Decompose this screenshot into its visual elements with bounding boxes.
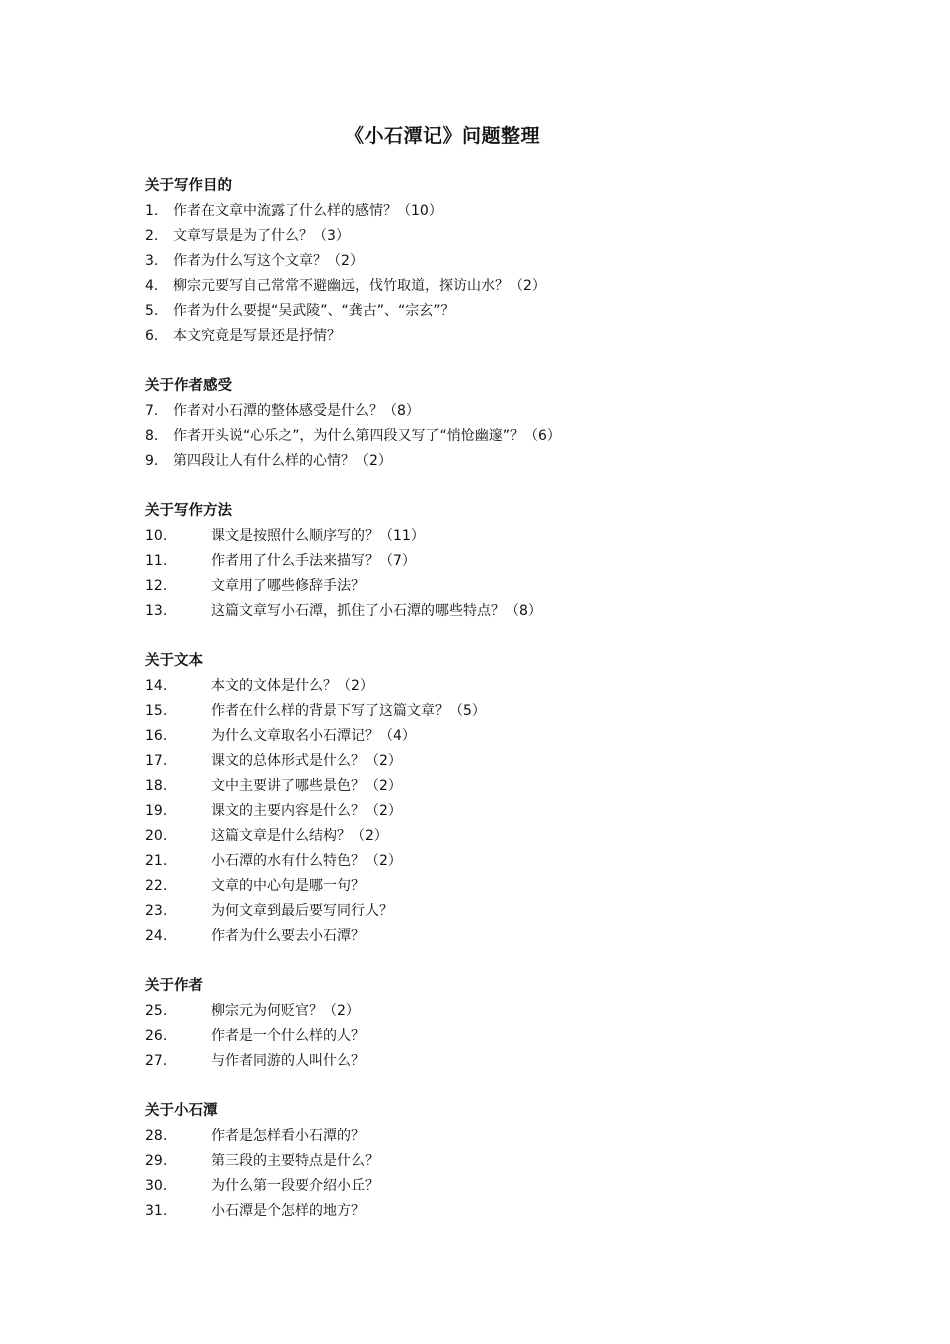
- question-sections: [145, 174, 865, 1249]
- question-item: [145, 299, 865, 324]
- question-text: 小石潭的水有什么特色？（2）: [211, 853, 402, 869]
- question-number: 27.: [145, 1053, 168, 1069]
- question-item: [145, 324, 865, 349]
- question-item: [145, 849, 865, 874]
- section-heading: 关于小石潭: [145, 1103, 218, 1119]
- question-number: 25.: [145, 1003, 168, 1019]
- question-item: [145, 424, 865, 449]
- question-item: [145, 924, 865, 949]
- question-number: 28.: [145, 1128, 168, 1144]
- section-heading: 关于写作目的: [145, 178, 232, 194]
- question-text: 为何文章到最后要写同行人？: [211, 903, 393, 919]
- question-item: [145, 724, 865, 749]
- question-text: 课文的主要内容是什么？（2）: [211, 803, 402, 819]
- question-text: 作者开头说“心乐之”，为什么第四段又写了“悄怆幽邃”？（6）: [173, 428, 561, 444]
- question-item: [145, 1149, 865, 1174]
- question-text: 本文的文体是什么？（2）: [211, 678, 374, 694]
- question-number: 15.: [145, 703, 168, 719]
- question-number: 20.: [145, 828, 168, 844]
- question-text: 文章的中心句是哪一句？: [211, 878, 365, 894]
- question-number: 4.: [145, 278, 159, 294]
- question-number: 5.: [145, 303, 159, 319]
- question-item: [145, 799, 865, 824]
- question-text: 作者是怎样看小石潭的？: [211, 1128, 365, 1144]
- question-item: [145, 399, 865, 424]
- document-title: 《小石潭记》问题整理: [344, 125, 540, 147]
- question-text: 作者为什么写这个文章？（2）: [173, 253, 364, 269]
- question-item: [145, 449, 865, 474]
- question-item: [145, 574, 865, 599]
- question-item: [145, 874, 865, 899]
- question-text: 与作者同游的人叫什么？: [211, 1053, 365, 1069]
- question-number: 17.: [145, 753, 168, 769]
- question-number: 6.: [145, 328, 159, 344]
- question-number: 11.: [145, 553, 168, 569]
- question-item: [145, 774, 865, 799]
- question-text: 作者在文章中流露了什么样的感情？（10）: [173, 203, 443, 219]
- question-item: [145, 1199, 865, 1224]
- section-heading: 关于写作方法: [145, 503, 232, 519]
- section-heading: 关于作者感受: [145, 378, 232, 394]
- question-text: 第四段让人有什么样的心情？（2）: [173, 453, 392, 469]
- question-item: [145, 1024, 865, 1049]
- section-little-stone-pool: [145, 1099, 865, 1224]
- section-writing-purpose: [145, 174, 865, 349]
- question-text: 文章写景是为了什么？（3）: [173, 228, 350, 244]
- question-number: 12.: [145, 578, 168, 594]
- section-author-feelings: [145, 374, 865, 474]
- question-list: [145, 674, 865, 949]
- question-text: 本文究竟是写景还是抒情？: [173, 328, 341, 344]
- question-list: [145, 524, 865, 624]
- question-number: 3.: [145, 253, 159, 269]
- question-number: 23.: [145, 903, 168, 919]
- question-number: 14.: [145, 678, 168, 694]
- section-writing-methods: [145, 499, 865, 624]
- question-text: 文中主要讲了哪些景色？（2）: [211, 778, 402, 794]
- question-number: 16.: [145, 728, 168, 744]
- question-item: [145, 249, 865, 274]
- question-text: 柳宗元要写自己常常不避幽远，伐竹取道，探访山水？（2）: [173, 278, 546, 294]
- question-text: 作者对小石潭的整体感受是什么？（8）: [173, 403, 420, 419]
- question-list: [145, 399, 865, 474]
- question-number: 30.: [145, 1178, 168, 1194]
- question-number: 22.: [145, 878, 168, 894]
- question-item: [145, 549, 865, 574]
- question-item: [145, 1174, 865, 1199]
- question-number: 2.: [145, 228, 159, 244]
- question-item: [145, 749, 865, 774]
- question-text: 作者是一个什么样的人？: [211, 1028, 365, 1044]
- section-heading: 关于作者: [145, 978, 203, 994]
- question-item: [145, 999, 865, 1024]
- question-number: 8.: [145, 428, 159, 444]
- question-text: 这篇文章写小石潭，抓住了小石潭的哪些特点？（8）: [211, 603, 542, 619]
- question-item: [145, 824, 865, 849]
- question-text: 课文是按照什么顺序写的？（11）: [211, 528, 425, 544]
- question-list: [145, 999, 865, 1074]
- question-item: [145, 274, 865, 299]
- question-text: 柳宗元为何贬官？（2）: [211, 1003, 360, 1019]
- question-text: 作者为什么要去小石潭？: [211, 928, 365, 944]
- question-number: 9.: [145, 453, 159, 469]
- question-number: 24.: [145, 928, 168, 944]
- question-number: 29.: [145, 1153, 168, 1169]
- question-text: 这篇文章是什么结构？（2）: [211, 828, 388, 844]
- question-number: 31.: [145, 1203, 168, 1219]
- question-number: 13.: [145, 603, 168, 619]
- question-item: [145, 199, 865, 224]
- section-text: [145, 649, 865, 949]
- question-item: [145, 599, 865, 624]
- question-text: 文章用了哪些修辞手法？: [211, 578, 365, 594]
- question-text: 作者用了什么手法来描写？（7）: [211, 553, 416, 569]
- question-text: 作者为什么要提“吴武陵”、“龚古”、“宗玄”？: [173, 303, 455, 319]
- question-text: 作者在什么样的背景下写了这篇文章？（5）: [211, 703, 486, 719]
- question-item: [145, 899, 865, 924]
- question-item: [145, 699, 865, 724]
- question-number: 10.: [145, 528, 168, 544]
- question-number: 26.: [145, 1028, 168, 1044]
- question-item: [145, 674, 865, 699]
- question-text: 小石潭是个怎样的地方？: [211, 1203, 365, 1219]
- question-number: 21.: [145, 853, 168, 869]
- question-text: 课文的总体形式是什么？（2）: [211, 753, 402, 769]
- question-item: [145, 1049, 865, 1074]
- question-number: 7.: [145, 403, 159, 419]
- question-list: [145, 1124, 865, 1224]
- question-item: [145, 524, 865, 549]
- question-number: 19.: [145, 803, 168, 819]
- question-number: 1.: [145, 203, 159, 219]
- section-heading: 关于文本: [145, 653, 203, 669]
- section-author: [145, 974, 865, 1074]
- question-item: [145, 1124, 865, 1149]
- question-text: 第三段的主要特点是什么？: [211, 1153, 379, 1169]
- question-item: [145, 224, 865, 249]
- question-list: [145, 199, 865, 349]
- question-text: 为什么第一段要介绍小丘？: [211, 1178, 379, 1194]
- question-text: 为什么文章取名小石潭记？（4）: [211, 728, 416, 744]
- question-number: 18.: [145, 778, 168, 794]
